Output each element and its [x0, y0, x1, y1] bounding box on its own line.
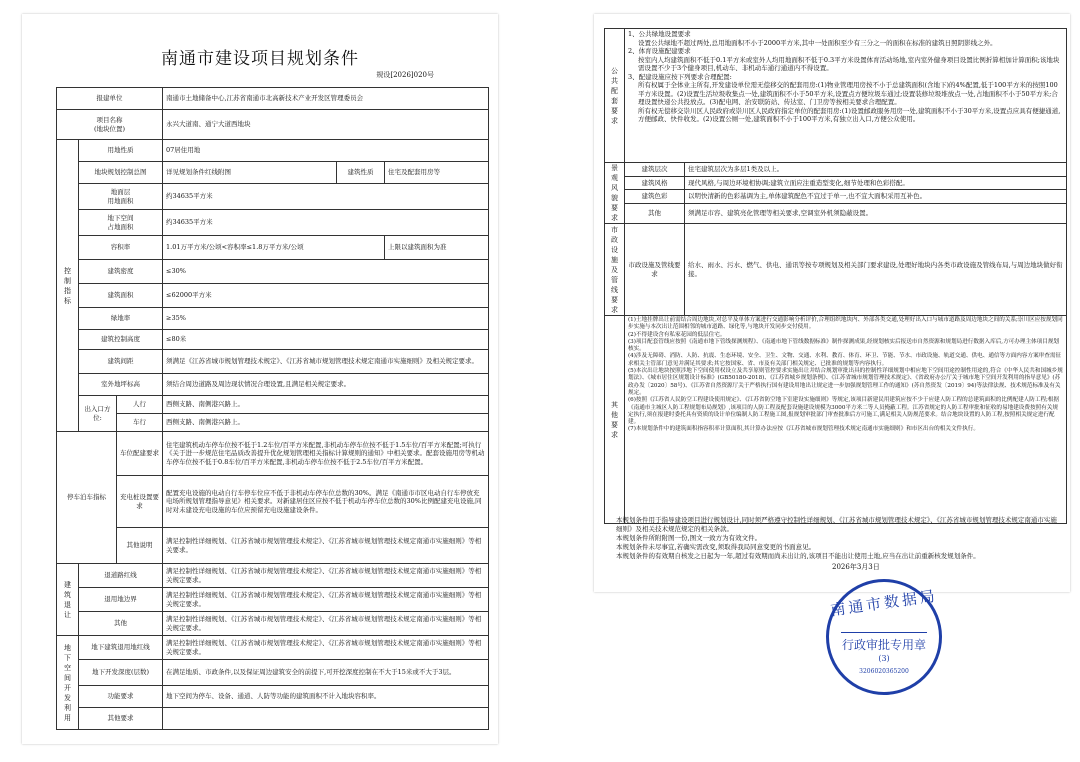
height-value: ≤80米	[163, 330, 489, 350]
building-type-label: 建筑性质	[337, 162, 385, 184]
public-line: 3、配建设施应按下列要求合理配置:	[628, 72, 732, 81]
above-ground-value: 约34635平方米	[163, 184, 489, 210]
underground-value: 约34635平方米	[163, 210, 489, 236]
style-label: 其他	[625, 203, 685, 223]
ug-other-label: 其他要求	[79, 708, 163, 730]
document-page-2	[594, 14, 1070, 675]
style-label: 建筑风格	[625, 176, 685, 190]
above-ground-label: 地面层 用地面积	[79, 184, 163, 210]
style-value: 住宅建筑层次为多层1类及以上。	[685, 163, 1067, 177]
footer-notes	[606, 516, 1060, 561]
group-control-label: 控制指标	[57, 140, 79, 432]
height-label: 建筑控制高度	[79, 330, 163, 350]
ug-line-label: 地下建筑退用地红线	[79, 636, 163, 660]
document-page-1	[22, 14, 498, 744]
land-use-value: 07居住用地	[163, 140, 489, 162]
charging-value: 配置充电设施的电动自行车停车位应不低于非机动车停车位总数的30%。满足《南通市市区电动自行车停放充电场所规划管理指导意见》相关要求。对新建居住区应按不低于机动车停车位总数的30%比例配建充电设施,同时对未建设充电设施的车位应预留充电设施建设条件。	[163, 476, 489, 528]
group-other-label: 其他要求	[605, 316, 625, 524]
seal-divider	[841, 632, 927, 633]
group-setback-label: 建筑退让	[57, 564, 79, 636]
public-line: 所有权无偿移交崇川区人民政府或崇川区人民政府指定单位的配套用房:(1)设置邮政服务用房一处,建筑面积不小于30平方米,设置点应具有便捷通道,方便邮政、快件收发。(2)设置公厕一处,建筑面积不小于100平方米,有独立出入口,方便公众使用。	[638, 106, 1061, 123]
seal-ring-text: 南通市数据局	[829, 586, 939, 620]
density-label: 建筑密度	[79, 260, 163, 284]
public-line: 2、体育设施配建要求	[628, 47, 691, 55]
style-label: 建筑层次	[625, 163, 685, 177]
official-seal	[826, 579, 942, 695]
green-value: ≥35%	[163, 308, 489, 330]
public-line: 按室内人均建筑面积不低于0.1平方米或室外人均用地面积不低于0.3平方米设置体育活动场地,室内室外健身项目设置比例折算相加计算面积;该地块需设置不少于3个健身项目,机动车、非机动车通行通道内不得设置。	[638, 55, 1060, 72]
ug-other-value	[163, 708, 489, 730]
group-public-label: 公共配套要求	[605, 29, 625, 163]
spacing-value: 须满足《江苏省城市规划管理技术规定》、《江苏省城市规划管理技术规定南通市实施细则》及相关规定要求。	[163, 350, 489, 374]
outdoor-label: 室外地坪标高	[79, 374, 163, 396]
parking-other-value: 满足控制性详细规划、《江苏省城市规划管理技术规定》、《江苏省城市规划管理技术规定南通市实施细则》等相关要求。	[163, 528, 489, 564]
pedestrian-label: 人行	[117, 396, 163, 414]
public-line: 所有权属于全体业主所有,开发建设单位需无偿移交的配套用房:(1)物业管理用房按不小于总建筑面积(含地下)的4%配置,低于100平方米的按照100平方米设置。(2)设置生活垃圾收集点一处,建筑面积不小于50平方米,设置点方便垃圾车通过;设置装修垃圾堆放点一处,占地面积不小于50平方米;合理设置快递公共投放点。(3)配电网、治安联防站、传达室、门卫房等按相关要求合理配置。	[638, 81, 1058, 106]
other-line: (3)项目配套管线应按照《南通市地下管线探测规程》、《南通市地下管线数据标准》制作探测成果,经规划核实后报送市自然资源和规划局进行数据入库后,方可办理主体项目规划核实。	[628, 338, 1060, 353]
seal-sub-text: (3)	[878, 654, 890, 663]
ug-depth-value: 在满足地质、市政条件,以及保证周边建筑安全的前提下,可开挖深度控制在不大于15米或不大于3层。	[163, 660, 489, 686]
planning-conditions-table-continued	[604, 28, 1067, 524]
charging-label: 充电桩设置要求	[117, 476, 163, 528]
floor-area-label: 建筑面积	[79, 284, 163, 308]
other-line: (5)本次出让地块按照涉地下空间使用权设立及共享原则管控要求实施出让并结合规划审批出具的控制性详细规划中相应地下空间用途控制性用途的,符合《中华人民共和国城乡规划法》、《城市居住区规划设计标准》(GB50180-2018)、《江苏省城乡规划条例》、《江苏省城市规划管理技术规定》、《省政府办公厅关于城市地下空间开发利用的指导意见》(苏政办发〔2020〕58号)、《江苏省自然资源厅关于严格执行国有建设用地出让规定进一步加强规划管理工作的通知》(苏自然资发〔2019〕94)等法律法规、技术规范标准及有关规定。	[628, 368, 1063, 396]
ug-function-value: 地下空间为停车、设备、通道、人防等功能的建筑面积不计入地块容积率。	[163, 686, 489, 708]
other-text	[625, 316, 1067, 524]
group-municipal-label: 市政设施及管线要求	[605, 224, 625, 316]
parking-other-label: 其他说明	[117, 528, 163, 564]
style-value: 以明快清新的色彩基调为主,单体建筑配色不宜过于单一,也不宜大面积采用互补色。	[685, 190, 1067, 204]
ug-line-value: 满足控制性详细规划、《江苏省城市规划管理技术规定》、《江苏省城市规划管理技术规定南通市实施细则》等相关规定要求。	[163, 636, 489, 660]
pedestrian-value: 西侧支路、南侧港兴路上。	[163, 396, 489, 414]
other-line: (2)不得建设含有私家花园的低层住宅。	[628, 331, 726, 338]
style-label: 建筑色彩	[625, 190, 685, 204]
underground-label: 地下空间 占地面积	[79, 210, 163, 236]
road-label: 退道路红线	[79, 564, 163, 588]
road-value: 满足控制性详细规划、《江苏省城市规划管理技术规定》、《江苏省城市规划管理技术规定南通市实施细则》等相关规定要求。	[163, 564, 489, 588]
footer-line: 本规划条件未尽事宜,若确实需改变,须取得我局同意变更的书面意见。	[616, 543, 816, 551]
ug-depth-label: 地下开发深度(层数)	[79, 660, 163, 686]
setback-other-value: 满足控制性详细规划、《江苏省城市规划管理技术规定》、《江苏省城市规划管理技术规定南通市实施细则》等相关规定要求。	[163, 612, 489, 636]
floor-area-value: ≤62000平方米	[163, 284, 489, 308]
planning-label: 地块规划控制总图	[79, 162, 163, 184]
far-label: 容积率	[79, 236, 163, 260]
document-number: 规设[2026]020号	[376, 71, 434, 79]
seal-code: 3206020365200	[859, 668, 909, 675]
other-line: (7)本规划条件中的建筑面积指容积率计算面积,其计算办法应按《江苏省城市规划管理技术规定南通市实施细则》和市区出台的相关文件执行。	[628, 426, 979, 433]
planning-value: 详见规划条件红线附图	[163, 162, 337, 184]
style-value: 须满足市容、建筑亮化管理等相关要求,空调室外机须隐蔽设置。	[685, 203, 1067, 223]
planning-conditions-table	[56, 87, 489, 730]
parking-group-label: 停车泊车指标	[57, 432, 117, 564]
project-label: 项目名称 (地块位置)	[57, 110, 163, 140]
public-text	[625, 29, 1067, 163]
document-title: 南通市建设项目规划条件	[161, 49, 359, 69]
parking-req-label: 车位配建要求	[117, 432, 163, 476]
building-type-value: 住宅及配套用房等	[385, 162, 489, 184]
density-value: ≤30%	[163, 260, 489, 284]
group-underground-label: 地下空间开发利用	[57, 636, 79, 730]
footer-line: 本规划条件所附附图一份,图文一致方为有效文件。	[616, 534, 762, 542]
style-value: 现代风格,与周边环境相协调;建筑立面应注重造型变化,细节处理和色彩搭配。	[685, 176, 1067, 190]
footer-line: 本规划条件用于指导建设项目进行规划设计,同时须严格遵守控制性详细规划、《江苏省城市规划管理技术规定》、《江苏省城市规划管理技术规定南通市实施细则》及相关技术规范规定的相关条款。	[616, 516, 1057, 533]
parking-req-value: 住宅建筑机动车停车位按不低于1.2车位/百平方米配置,非机动车停车位按不低于1.5车位/百平方米配置;可执行《关于进一步规范住宅品质改善提升优化规划管理相关指标计算规则的通知》中相关要求。配套设施用房等机动车停车位按不低于0.8车位/百平方米配置,非机动车停车位按不低于2.5车位/百平方米配置。	[163, 432, 489, 476]
seal-main-text: 行政审批专用章	[841, 638, 926, 652]
footer-line: 本规划条件的有效期自核发之日起为一年,超过有效期而尚未出让的,该项目不能出让使用土地,应当在出让前重新核发规划条件。	[616, 552, 980, 560]
ug-function-label: 功能要求	[79, 686, 163, 708]
public-line: 设置公共绿地不超过两处,总用地面积不小于2000平方米,其中一处面积至少有三分之一的面积在标准的建筑日照阴影线之外。	[638, 38, 997, 47]
boundary-value: 满足控制性详细规划、《江苏省城市规划管理技术规定》、《江苏省城市规划管理技术规定南通市实施细则》等相关规定要求。	[163, 588, 489, 612]
other-line: (4)涉及无障碍、消防、人防、抗震、生态环境、安全、卫生、文物、交通、水利、教育、体育、环卫、节能、节水、市政设施、轨道交通、供电、通信等方面内容方案审查需征求相关主管部门意见并满足其要求;其它按国家、省、市及有关部门相关规定、已批准的规划等内容执行。	[628, 353, 1062, 367]
project-value: 永兴大道南、通宁大道西地块	[163, 110, 489, 140]
builder-value: 南通市土地储备中心,江苏省南通市北高新技术产业开发区管理委员会	[163, 88, 489, 110]
municipal-value: 给水、雨水、污水、燃气、供电、通讯等按专项规划及相关部门要求建设,处理好地块内各类市政设施及管线布局,与周边地块做好衔接。	[685, 224, 1067, 316]
far-note: 上限以建筑面积为准	[385, 236, 489, 260]
group-style-label: 景观风貌要求	[605, 163, 625, 224]
vehicle-label: 车行	[117, 414, 163, 432]
builder-label: 报建单位	[57, 88, 163, 110]
vehicle-value: 西侧支路、南侧港兴路上。	[163, 414, 489, 432]
green-label: 绿地率	[79, 308, 163, 330]
entrance-label: 出入口方位:	[79, 396, 117, 432]
public-line: 1、公共绿地设置要求	[628, 30, 691, 38]
spacing-label: 建筑间距	[79, 350, 163, 374]
land-use-label: 用地性质	[79, 140, 163, 162]
outdoor-value: 须结合周边道路及周边现状情况合理设置,且满足相关规定要求。	[163, 374, 489, 396]
far-value: 1.01万平方米/公顷<容积率≤1.8万平方米/公顷	[163, 236, 385, 260]
municipal-label: 市政设施及管线要求	[625, 224, 685, 316]
boundary-label: 退用地边界	[79, 588, 163, 612]
issue-date: 2026年3月3日	[832, 563, 880, 571]
other-line: (1)土地挂牌出让前需结合周边地块,对总平及单体方案进行交通影响分析评价,合理组织地块内、外部各类交通,处理好出入口与城市道路及周边地块之间的关系;崇川区应按规划同步实施与本次出让范围相邻的城市道路、绿化等,与地块开发同步交付使用。	[628, 317, 1063, 331]
setback-other-label: 其他	[79, 612, 163, 636]
other-line: (6)按照《江苏省人民防空工程建设使用规定》、《江苏省防空地下室建设实施细则》等规定,该项目新建民用建筑应按不少于应建人防工程的总建筑面积的比例配建人防工程;根据《南通市主城区人防工程规划布局规划》,该项目的人防工程及配套设施建设规模为3000平方米二等人员掩蔽工程。江苏省规定的人防工程审批和征收的易地建设费按照有关规定执行,须在报建时委托具有资质的设计单位编制人防工程施工图,报规划审批部门审查批准后方可施工,满足相关人防规范要求。结合地块设置的人防工程,按照相关规定进行配建。	[628, 397, 1060, 426]
